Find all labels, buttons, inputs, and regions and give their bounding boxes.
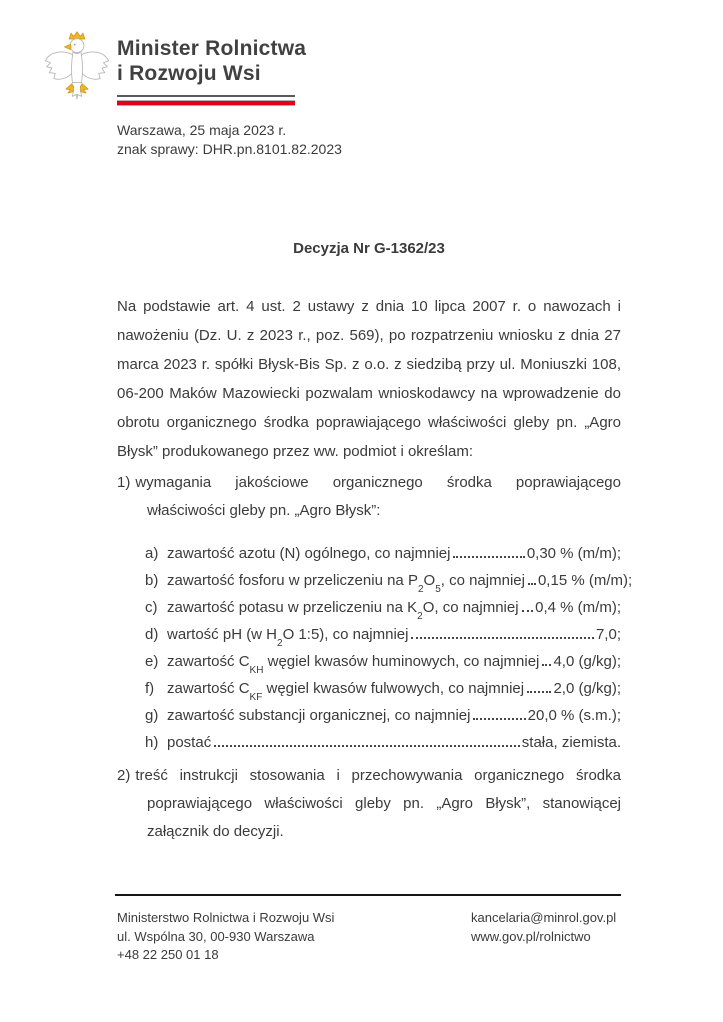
dot-leader	[522, 610, 534, 612]
requirement-letter: d)	[145, 626, 159, 643]
requirement-letter: h)	[145, 734, 159, 751]
requirement-row	[145, 648, 621, 675]
decision-title: Decyzja Nr G-1362/23	[293, 240, 445, 257]
numbered-item-2	[117, 762, 621, 846]
footer-line: www.gov.pl/rolnictwo	[471, 928, 591, 944]
header-rule-gray	[117, 95, 295, 97]
ministry-name	[117, 36, 306, 86]
requirement-row	[145, 675, 621, 702]
item-number: 2)	[117, 767, 131, 784]
requirement-row	[145, 729, 621, 756]
footer-line: Ministerstwo Rolnictwa i Rozwoju Wsi	[117, 910, 335, 925]
requirement-letter: b)	[145, 572, 159, 589]
requirement-value: 0,30 % (m/m);	[526, 545, 621, 562]
ministry-name-line1: Minister Rolnictwa	[117, 37, 307, 60]
case-number: znak sprawy: DHR.pn.8101.82.2023	[117, 141, 342, 157]
requirement-letter: f)	[145, 680, 155, 697]
item-text: treść instrukcji stosowania i przechowywania organicznego środka poprawiającego właściwości gleby pn. „Agro Błysk”, stanowiącej załącznik do decyzji.	[135, 767, 621, 840]
footer-contact-right	[471, 909, 616, 946]
dot-leader	[214, 745, 520, 747]
requirement-value: 0,4 % (m/m);	[535, 599, 621, 616]
requirement-row	[145, 540, 621, 567]
requirement-value: 0,15 % (m/m);	[537, 572, 633, 589]
decision-intro-paragraph: Na podstawie art. 4 ust. 2 ustawy z dnia 10 lipca 2007 r. o nawozach i nawożeniu (Dz. U. z 2023 r., poz. 569), po rozpatrzeniu wniosku z dnia 27 marca 2023 r. spółki Błysk-Bis Sp. z o.o. z siedzibą przy ul. Moniuszki 108, 06-200 Maków Mazowiecki pozwalam wnioskodawcy na wprowadzenie do obrotu organicznego środka poprawiającego właściwości gleby pn. „Agro Błysk” produkowanego przez ww. podmiot i określam:	[117, 298, 621, 460]
requirement-letter: g)	[145, 707, 159, 724]
header-rule	[117, 95, 295, 106]
footer-contact-left	[117, 909, 334, 965]
requirement-letter: c)	[145, 599, 158, 616]
footer-rule	[115, 894, 621, 896]
polish-eagle-emblem-icon	[44, 30, 110, 112]
requirement-label: zawartość potasu w przeliczeniu na $K_2O$, co najmniej	[167, 599, 519, 622]
letter-meta	[117, 121, 342, 159]
footer-line: ul. Wspólna 30, 00-930 Warszawa	[117, 928, 315, 944]
requirement-letter: e)	[145, 653, 159, 670]
requirement-value: 7,0;	[595, 626, 621, 643]
requirement-row	[145, 702, 621, 729]
requirement-label: zawartość $C_{KF}$ węgiel kwasów fulwowych, co najmniej	[167, 680, 525, 703]
requirements-list	[117, 540, 633, 756]
place-and-date: Warszawa, 25 maja 2023 r.	[117, 122, 287, 138]
requirement-label: zawartość substancji organicznej, co najmniej	[167, 707, 471, 724]
requirement-label: zawartość $C_{KH}$ węgiel kwasów huminowych, co najmniej	[167, 653, 540, 676]
item-text: wymagania jakościowe organicznego środka poprawiającego właściwości gleby pn. „Agro Błysk”:	[135, 474, 621, 519]
numbered-item-1	[117, 469, 621, 525]
dot-leader	[527, 691, 551, 693]
header-rule-red	[117, 100, 295, 106]
requirement-value: 2,0 (g/kg);	[553, 680, 621, 697]
requirement-label: wartość pH (w $H_2O$ 1:5), co najmniej	[167, 626, 409, 649]
footer-line: kancelaria@minrol.gov.pl	[471, 910, 617, 925]
requirement-label: postać	[167, 734, 212, 751]
requirement-row	[145, 621, 621, 648]
dot-leader	[453, 556, 524, 558]
requirement-value: 20,0 % (s.m.);	[527, 707, 621, 724]
requirement-value: 4,0 (g/kg);	[553, 653, 621, 670]
footer-line: +48 22 250 01 18	[117, 947, 219, 962]
requirement-letter: a)	[145, 545, 159, 562]
requirement-label: zawartość fosforu w przeliczeniu na $P_2O_5$, co najmniej	[167, 572, 525, 595]
dot-leader	[473, 718, 525, 720]
requirement-value: stała, ziemista.	[521, 734, 621, 751]
dot-leader	[542, 664, 551, 666]
dot-leader	[528, 583, 536, 585]
item-number: 1)	[117, 474, 131, 491]
dot-leader	[411, 637, 593, 639]
ministry-name-line2: i Rozwoju Wsi	[117, 62, 261, 85]
requirement-label: zawartość azotu (N) ogólnego, co najmniej	[167, 545, 451, 562]
requirement-row	[145, 567, 633, 595]
requirement-row	[145, 594, 621, 621]
